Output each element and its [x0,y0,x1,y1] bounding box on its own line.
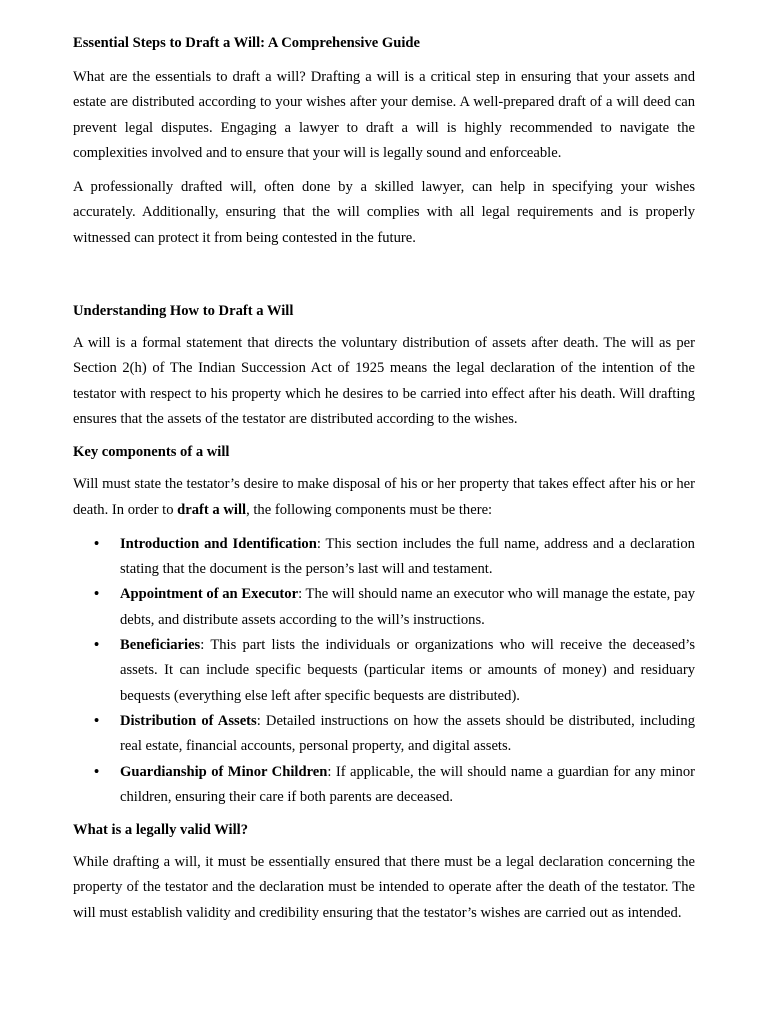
document-page [73,0,695,926]
list-item [73,709,695,760]
list-item-term: Appointment of an Executor [120,586,299,603]
bullet-icon: • [94,586,100,603]
validity-heading: What is a legally valid Will? [73,822,249,839]
components-intro-bold: draft a will [177,501,247,518]
components-intro-after: , the following components must be there: [246,501,493,518]
understanding-paragraph: A will is a formal statement that directs the voluntary distribution of assets after death. The will as per Section 2(h) of The Indian Succession Act of 1925 means the legal declaration of the intention of the testator with respect to his property which he desires to be carried into effect after his death. Will drafting ensures that the assets of the testator are distributed according to the wishes. [73,335,695,427]
list-item-text: : This section includes the full name, address and a declaration stating that the document is the person’s last will and testament. [120,535,695,578]
validity-paragraph: While drafting a will, it must be essentially ensured that there must be a legal declaration concerning the property of the testator and the declaration must be intended to operate after the death of the testator. The will must establish validity and credibility ensuring that the testator’s wishes are carried out as intended. [73,854,695,921]
list-item [73,633,695,709]
document-title: Essential Steps to Draft a Will: A Comprehensive Guide [73,35,421,51]
components-list [73,532,695,810]
components-heading: Key components of a will [73,444,230,461]
bullet-icon: • [94,712,100,729]
intro-paragraph-1: What are the essentials to draft a will? Drafting a will is a critical step in ensuring that your assets and estate are distributed according to your wishes after your demise. A well-prepared draft of a will deed can prevent legal disputes. Engaging a lawyer to draft a will is highly recommended to navigate the complexities involved and to ensure that your will is legally sound and enforceable. [73,69,695,161]
list-item [73,760,695,811]
bullet-icon: • [94,535,100,552]
list-item-text: : This part lists the individuals or organizations who will receive the deceased’s assets. It can include specific bequests (particular items or amounts of money) and residuary bequests (everything else left after specific bequests are distributed). [120,637,695,704]
understanding-heading: Understanding How to Draft a Will [73,303,294,320]
list-item-text: : The will should name an executor who will manage the estate, pay debts, and distribute assets according to the will’s instructions. [120,586,695,628]
bullet-icon: • [94,637,100,654]
list-item-term: Introduction and Identification [120,535,317,552]
intro-paragraph-2: A professionally drafted will, often done by a skilled lawyer, can help in specifying your wishes accurately. Additionally, ensuring that the will complies with all legal requirements and is properly witnessed can protect it from being contested in the future. [73,179,695,246]
list-item [73,532,695,583]
components-intro-before: Will must state the testator’s desire to make disposal of his or her property that takes effect after his or her death. In order to [73,476,695,518]
list-item-term: Guardianship of Minor Children [120,763,328,780]
components-intro [73,472,695,523]
list-item-text: : Detailed instructions on how the assets should be distributed, including real estate, financial accounts, personal property, and digital assets. [120,712,695,755]
bullet-icon: • [94,763,100,780]
list-item [73,582,695,633]
list-item-text: : If applicable, the will should name a guardian for any minor children, ensuring their care if both parents are deceased. [120,763,695,805]
list-item-term: Distribution of Assets [120,712,257,729]
list-item-term: Beneficiaries [120,637,201,654]
